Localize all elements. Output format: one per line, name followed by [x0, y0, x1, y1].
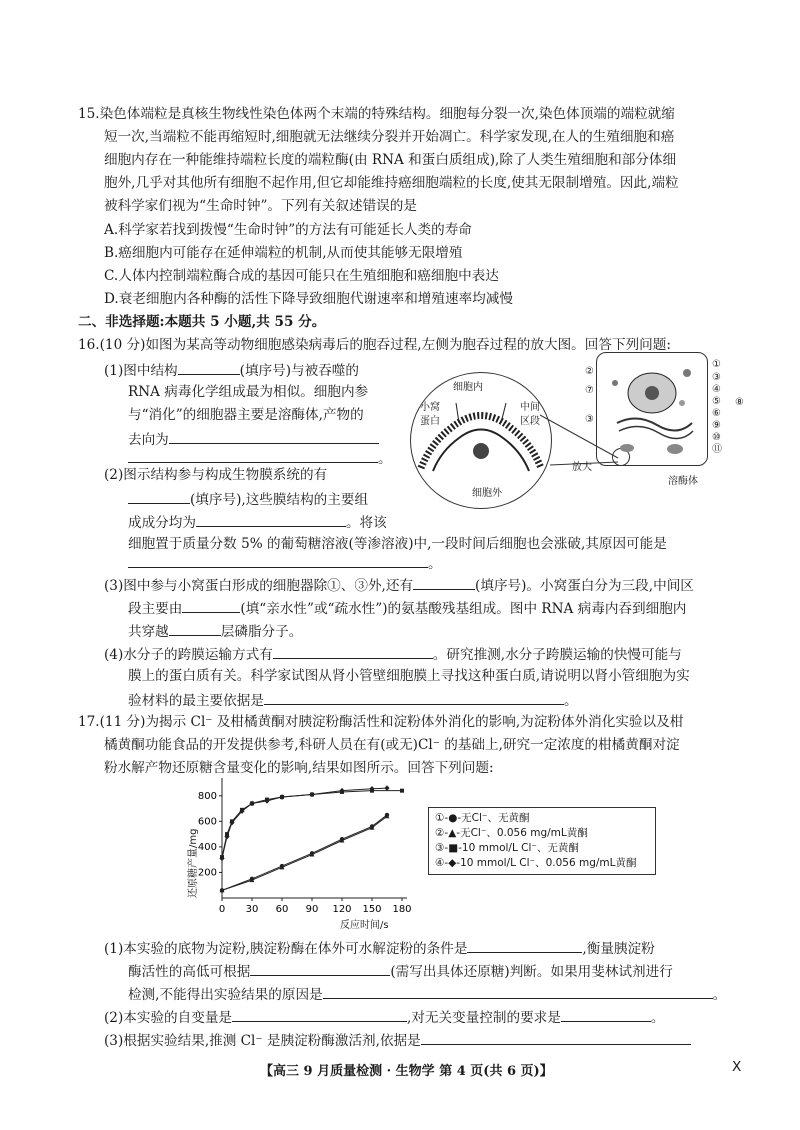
legend-item-3: ③-■-10 mmol/L Cl⁻、无黄酮	[435, 842, 579, 854]
q16-1-line-4: 去向为	[128, 429, 379, 450]
label-num-5: ⑤	[712, 396, 721, 407]
label-middle-2: 区段	[520, 416, 540, 427]
label-num-10: ⑩	[712, 432, 721, 443]
legend-item-1: ①-●-无Cl⁻、无黄酮	[435, 812, 530, 824]
series-line-4	[222, 788, 387, 858]
x-tick-label: 150	[362, 904, 382, 915]
label-num-6: ⑥	[712, 408, 721, 419]
q17-1-line-1: (1)本实验的底物为淀粉,胰淀粉酶在体外可水解淀粉的条件是 ,衡量胰淀粉	[104, 938, 655, 959]
y-tick-label: 600	[197, 816, 217, 828]
q16-1-line-2: RNA 病毒化学组成最为相似。细胞内参	[128, 384, 369, 400]
chart-ylabel: 还原糖产量/mg	[188, 828, 199, 898]
q15-option-a: A.科学家若找到拨慢“生命时钟”的方法有可能延长人类的寿命	[104, 222, 472, 238]
q16-2-line-5: 。	[128, 553, 442, 574]
section-2-heading: 二、非选择题:本题共 5 小题,共 55 分。	[78, 314, 326, 330]
q17-1-line-3: 检测,不能得出实验结果的原因是 。	[128, 984, 726, 1005]
label-num-8: ⑧	[735, 397, 744, 408]
label-magnify: 放大	[572, 462, 592, 473]
label-lysosome: 溶酶体	[668, 476, 698, 487]
animal-cell-diagram	[596, 352, 708, 466]
q16-2-line-1: (2)图示结构参与构成生物膜系统的有	[104, 467, 328, 483]
label-num-1: ①	[712, 359, 721, 370]
footer-mark: X	[732, 1059, 742, 1075]
label-middle-1: 中间	[520, 402, 540, 413]
label-num-3a: ③	[712, 372, 721, 383]
q15-line-3: 细胞内存在一种能维持端粒长度的端粒酶(由 RNA 和蛋白质组成),除了人类生殖细胞和部分体细	[104, 152, 677, 168]
q16-3-line-3: 共穿越 层磷脂分子。	[128, 621, 302, 642]
series-line-1	[222, 815, 387, 890]
q16-2-line-2: (填序号),这些膜结构的主要组	[128, 489, 368, 510]
q16-3-line-2: 段主要由 (填“亲水性”或“疏水性”)的氨基酸残基组成。图中 RNA 病毒内吞到细胞内	[128, 598, 686, 619]
q15-line-5: 被科学家们视为“生命时钟”。下列有关叙述错误的是	[104, 198, 417, 214]
label-cell-outside: 细胞外	[472, 488, 502, 499]
x-tick-label: 30	[245, 904, 259, 915]
q15-line-4: 胞外,几乎对其他所有细胞不起作用,但它却能维持癌细胞端粒的长度,使其无限制增殖。因此,端粒	[104, 175, 679, 191]
series-4-point	[384, 785, 389, 791]
q16-2-line-3: 成成分均为 。将该	[128, 512, 387, 533]
q15-option-b: B.癌细胞内可能存在延伸端粒的机制,从而使其能够无限增殖	[104, 245, 463, 261]
q16-4-line-1: (4)水分子的跨膜运输方式有 。研究推测,水分子跨膜运输的快慢可能与	[104, 644, 682, 665]
q16-1-line-5: 。	[128, 448, 392, 469]
label-num-3b: ③	[585, 414, 594, 425]
q16-4-line-2: 膜上的蛋白质有关。科学家试图从肾小管壁细胞膜上寻找这种蛋白质,请说明以肾小管细胞为实	[128, 668, 690, 684]
q17-2-line: (2)本实验的自变量是 ,对无关变量控制的要求是 。	[104, 1007, 664, 1028]
q16-2-line-4: 细胞置于质量分数 5% 的葡萄糖溶液(等渗溶液)中,一段时间后细胞也会涨破,其原因可能是	[128, 536, 667, 552]
q17-line-1: 17.(11 分)为揭示 Cl⁻ 及柑橘黄酮对胰淀粉酶活性和淀粉体外消化的影响,为淀粉体外消化实验以及柑	[78, 714, 684, 730]
series-line-2	[222, 816, 387, 890]
label-caveolin-1: 小窝	[420, 402, 440, 413]
x-tick-label: 60	[275, 904, 289, 915]
label-num-7: ⑦	[585, 385, 594, 396]
page-footer: 【高三 9 月质量检测 · 生物学 第 4 页(共 6 页)】	[260, 1064, 553, 1079]
q16-1-line-1: (1)图中结构 (填序号)与被吞噬的	[104, 360, 359, 381]
legend-item-4: ④-◆-10 mmol/L Cl⁻、0.056 mg/mL黄酮	[435, 857, 637, 869]
x-tick-label: 180	[392, 904, 412, 915]
label-num-2: ②	[585, 366, 594, 377]
chart-xlabel: 反应时间/s	[340, 920, 389, 931]
q16-3-line-1: (3)图中参与小窝蛋白形成的细胞器除①、③外,还有 (填序号)。小窝蛋白分为三段,中间区	[104, 575, 694, 596]
y-tick-label: 200	[197, 867, 217, 879]
q17-line-2: 橘黄酮功能食品的开发提供参考,科研人员在有(或无)Cl⁻ 的基础上,研究一定浓度的柑橘黄酮对淀	[104, 737, 680, 753]
q16-1-line-3: 与“消化”的细胞器主要是溶酶体,产物的	[128, 407, 364, 423]
label-caveolin-2: 蛋白	[420, 416, 440, 427]
q15-option-d: D.衰老细胞内各种酶的活性下降导致细胞代谢速率和增殖速率均减慢	[104, 291, 513, 307]
q17-3-line: (3)根据实验结果,推测 Cl⁻ 是胰淀粉酶激活剂,依据是	[104, 1030, 691, 1051]
q15-line-2: 短一次,当端粒不能再缩短时,细胞就无法继续分裂并开始凋亡。科学家发现,在人的生殖细胞和癌	[104, 129, 675, 145]
cell-organelles	[597, 353, 707, 465]
series-3-point	[400, 789, 404, 793]
q17-1-line-2: 酶活性的高低可根据 (需写出具体还原糖)判断。如果用斐林试剂进行	[128, 961, 673, 982]
x-tick-label: 0	[218, 904, 226, 915]
x-tick-label: 90	[305, 904, 319, 915]
q15-option-c: C.人体内控制端粒酶合成的基因可能只在生殖细胞和癌细胞中表达	[104, 268, 499, 284]
label-num-4: ④	[712, 384, 721, 395]
q15-line-1: 15.染色体端粒是真核生物线性染色体两个末端的特殊结构。细胞每分裂一次,染色体顶端的端粒就缩	[78, 106, 675, 122]
q16-4-line-3: 验材料的最主要依据是 。	[128, 690, 578, 711]
q17-line-3: 粉水解产物还原糖含量变化的影响,结果如图所示。回答下列问题:	[104, 760, 494, 776]
y-tick-label: 800	[197, 790, 217, 802]
label-num-9: ⑨	[712, 420, 721, 431]
label-cell-inside: 细胞内	[453, 382, 483, 393]
y-tick-label: 400	[197, 841, 217, 853]
label-num-11: ⑪	[712, 444, 722, 455]
reducing-sugar-chart	[180, 770, 420, 930]
legend-item-2: ②-▲-无Cl⁻、0.056 mg/mL黄酮	[435, 827, 588, 839]
q16-intro: 16.(10 分)如图为某高等动物细胞感染病毒后的胞吞过程,左侧为胞吞过程的放大图。回答下列问题:	[78, 337, 671, 353]
x-tick-label: 120	[332, 904, 352, 915]
chart-legend	[428, 807, 656, 875]
